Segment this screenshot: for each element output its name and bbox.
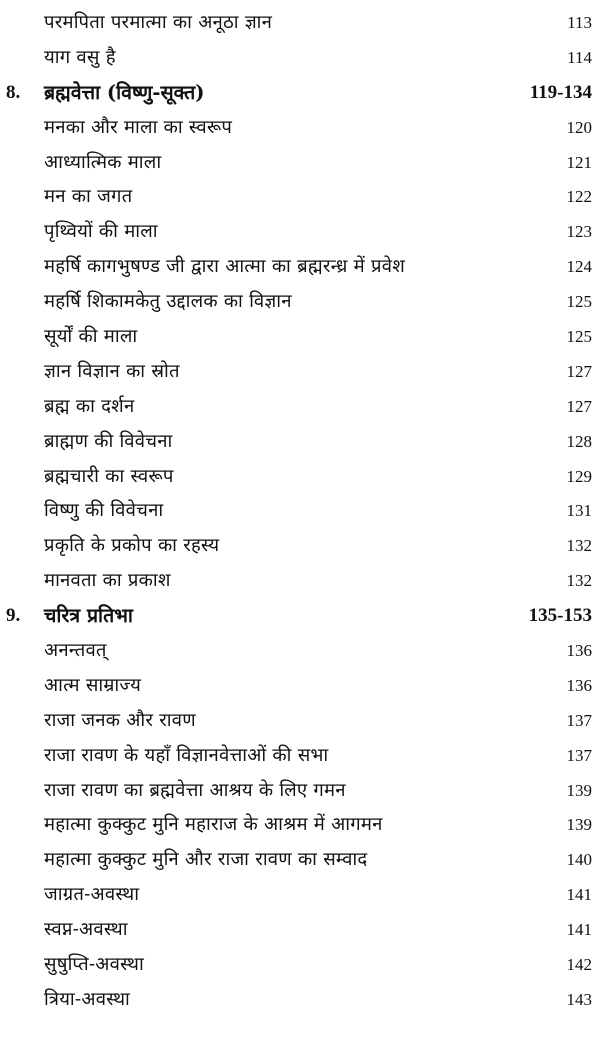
- entry-title: परमपिता परमात्मा का अनूठा ज्ञान: [44, 12, 273, 33]
- entry-title: मन का जगत: [44, 186, 133, 208]
- toc-entry-row: [0, 843, 600, 878]
- toc-entry-row: [0, 390, 600, 425]
- entry-page-number: 125: [566, 327, 592, 347]
- entry-title: सुषुप्ति-अवस्था: [44, 954, 144, 976]
- entry-page-number: 142: [566, 955, 592, 975]
- toc-entry-row: [0, 808, 600, 843]
- entry-title: महात्मा कुक्कुट मुनि महाराज के आश्रम में आगमन: [44, 814, 383, 836]
- chapter-number: 9.: [6, 605, 21, 627]
- entry-title: स्वप्न-अवस्था: [44, 919, 128, 941]
- entry-title: राजा रावण के यहाँ विज्ञानवेत्ताओं की सभा: [44, 744, 329, 766]
- entry-page-number: 140: [566, 850, 592, 870]
- entry-page-number: 114: [567, 47, 592, 67]
- entry-title: महर्षि कागभुषण्ड जी द्वारा आत्मा का ब्रह्मरन्ध्र में प्रवेश: [44, 256, 405, 278]
- entry-page-number: 139: [566, 815, 592, 835]
- entry-title: राजा जनक और रावण: [44, 709, 196, 731]
- entry-title: महर्षि शिकामकेतु उद्दालक का विज्ञान: [44, 291, 292, 313]
- toc-entry-row: [0, 878, 600, 913]
- entry-title: राजा रावण का ब्रह्मवेत्ता आश्रय के लिए गमन: [44, 779, 346, 801]
- entry-title: ब्रह्म का दर्शन: [44, 395, 135, 417]
- toc-entry-row: [0, 320, 600, 355]
- chapter-title: ब्रह्मवेत्ता (विष्णु-सूक्त): [44, 80, 205, 104]
- entry-page-number: 143: [566, 989, 592, 1009]
- toc-entry-row: [0, 285, 600, 320]
- toc-chapter-row: [0, 76, 600, 111]
- entry-page-number: 131: [566, 501, 592, 521]
- entry-page-number: 129: [566, 466, 592, 486]
- entry-title: सूर्यों की माला: [44, 326, 138, 348]
- toc-entry-row: [0, 494, 600, 529]
- table-of-contents: [0, 6, 600, 1018]
- entry-page-number: 136: [566, 675, 592, 695]
- entry-title: ब्राह्मण की विवेचना: [44, 430, 173, 452]
- toc-entry-row: [0, 564, 600, 599]
- toc-entry-row: [0, 913, 600, 948]
- entry-title: याग वसु है: [44, 46, 116, 68]
- entry-page-number: 137: [566, 745, 592, 765]
- toc-entry-row: [0, 774, 600, 809]
- entry-title: त्रिया-अवस्था: [44, 988, 131, 1010]
- toc-entry-row: [0, 460, 600, 495]
- entry-page-number: 122: [566, 187, 592, 207]
- chapter-page-range: 119-134: [529, 81, 592, 103]
- entry-page-number: 125: [566, 292, 592, 312]
- entry-page-number: 124: [566, 257, 592, 277]
- entry-title: विष्णु की विवेचना: [44, 500, 164, 522]
- entry-title: मानवता का प्रकाश: [44, 570, 171, 592]
- entry-title: ज्ञान विज्ञान का स्रोत: [44, 360, 180, 382]
- entry-page-number: 137: [566, 710, 592, 730]
- entry-page-number: 136: [566, 641, 592, 661]
- toc-entry-row: [0, 146, 600, 181]
- toc-entry-row: [0, 6, 600, 41]
- toc-entry-row: [0, 111, 600, 146]
- entry-title: मनका और माला का स्वरूप: [44, 116, 233, 138]
- entry-page-number: 127: [566, 361, 592, 381]
- toc-entry-row: [0, 704, 600, 739]
- entry-title: जाग्रत-अवस्था: [44, 884, 140, 906]
- toc-entry-row: [0, 983, 600, 1018]
- entry-page-number: 120: [566, 117, 592, 137]
- entry-title: अनन्तवत्: [44, 640, 107, 662]
- entry-page-number: 139: [566, 780, 592, 800]
- toc-entry-row: [0, 215, 600, 250]
- entry-page-number: 123: [566, 222, 592, 242]
- entry-page-number: 132: [566, 571, 592, 591]
- toc-entry-row: [0, 180, 600, 215]
- chapter-title: चरित्र प्रतिभा: [44, 604, 133, 628]
- toc-entry-row: [0, 355, 600, 390]
- toc-entry-row: [0, 739, 600, 774]
- toc-entry-row: [0, 634, 600, 669]
- toc-chapter-row: [0, 599, 600, 634]
- chapter-page-range: 135-153: [528, 605, 592, 627]
- entry-page-number: 121: [566, 152, 592, 172]
- toc-entry-row: [0, 669, 600, 704]
- entry-title: प्रकृति के प्रकोप का रहस्य: [44, 535, 220, 557]
- entry-title: महात्मा कुक्कुट मुनि और राजा रावण का सम्वाद: [44, 849, 368, 871]
- chapter-number: 8.: [6, 81, 21, 103]
- toc-entry-row: [0, 425, 600, 460]
- entry-page-number: 127: [566, 396, 592, 416]
- toc-entry-row: [0, 41, 600, 76]
- toc-entry-row: [0, 948, 600, 983]
- entry-page-number: 113: [567, 13, 592, 32]
- entry-title: आत्म साम्राज्य: [44, 674, 142, 696]
- toc-entry-row: [0, 529, 600, 564]
- entry-page-number: 141: [566, 920, 592, 940]
- entry-title: ब्रह्मचारी का स्वरूप: [44, 465, 174, 487]
- entry-page-number: 132: [566, 536, 592, 556]
- entry-page-number: 128: [566, 431, 592, 451]
- toc-entry-row: [0, 250, 600, 285]
- entry-title: पृथ्वियों की माला: [44, 221, 158, 243]
- entry-page-number: 141: [566, 885, 592, 905]
- entry-title: आध्यात्मिक माला: [44, 151, 162, 173]
